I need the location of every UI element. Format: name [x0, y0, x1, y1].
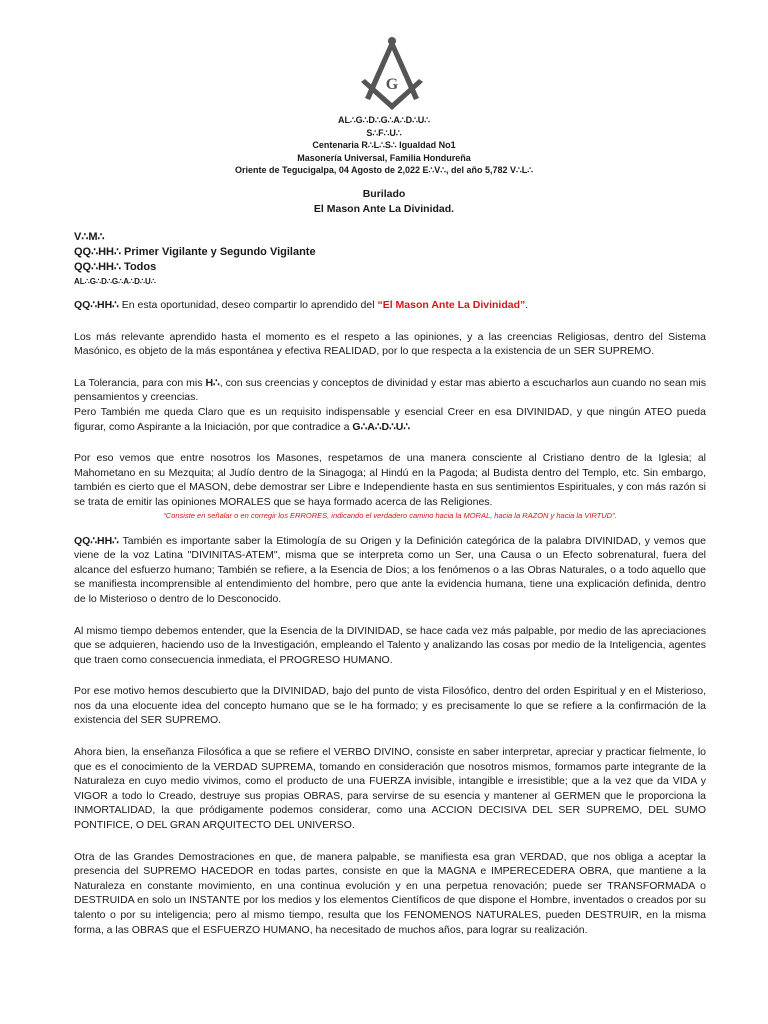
- header-line-5: Oriente de Tegucigalpa, 04 Agosto de 2,022 E∴V∴, del año 5,782 V∴L∴: [235, 165, 533, 175]
- paragraph-4: Por eso vemos que entre nosotros los Masones, respetamos de una manera consciente al Cristiano dentro de la Iglesia; al Mahometano en su Mezquita; al Judío dentro de la Sinagoga; al Hindú en la Pagoda; al Budista dentro del Templo, etc. Sin embargo, también es cierto que el MASON, debe demostrar ser Libre e Independiente hasta en sus sentimientos Espirituales, y con más razón si se trata de emitir las opiniones MORALES que se haya formado acerca de las Religiones.: [74, 452, 706, 508]
- paragraph-3-bold-a: H∴: [205, 376, 220, 389]
- paragraph-5-text: También es importante saber la Etimología de su Origen y la Definición categórica de la palabra DIVINIDAD, y vemos que viene de la voz Latina "DIVINITAS-ATEM", misma que se interpreta como un Ser, una Causa o un Efecto sobrenatural, fuera del alcance del esfuerzo humano; También se refiere, a la Esencia de Dios; a los fenómenos o a las Obras Naturales, o a todo aquello que se manifiesta incomprensible al entendimiento del hombre, pero que ante la evidencia humana, tiene una explicación definida, dentro de lo Misterioso o dentro de lo Desconocido.: [74, 534, 706, 605]
- paragraph-1-text: En esta oportunidad, deseo compartir lo aprendido del: [118, 299, 378, 311]
- greeting-line-3: QQ∴HH∴ Todos: [74, 261, 157, 273]
- paragraph-1-suffix: .: [525, 299, 529, 311]
- document-header: [0, 114, 768, 177]
- paragraph-1-prefix: QQ∴HH∴: [74, 299, 119, 311]
- header-line-2: S∴F∴U∴: [366, 127, 402, 138]
- greeting-line-4: AL∴G∴D∴G∴A∴D∴U∴: [74, 277, 156, 286]
- title-line-1: Burilado: [362, 188, 406, 200]
- paragraph-3-text-a: La Tolerancia, para con mis: [74, 376, 206, 389]
- paragraph-5: [74, 534, 706, 607]
- header-line-3: Centenaria R∴L∴S∴ Igualdad No1: [312, 140, 456, 150]
- paragraph-5-prefix: QQ∴HH∴: [74, 534, 119, 547]
- paragraph-2: Los más relevante aprendido hasta el momento es el respeto a las opiniones, y a las creencias Religiosas, dentro del Sistema Masónico, es objeto de la más espontánea y efectiva REALIDAD, por lo que respecta a la existencia de un SER SUPREMO.: [74, 330, 706, 358]
- document-body: [74, 298, 706, 954]
- document-title: [0, 187, 768, 217]
- greeting-block: [74, 230, 316, 289]
- paragraph-3-bold-c: G∴A∴D∴U∴: [352, 420, 411, 433]
- paragraph-1: [74, 298, 706, 313]
- title-line-2: El Mason Ante La Divinidad.: [313, 203, 455, 215]
- paragraph-6: Al mismo tiempo debemos entender, que la Esencia de la DIVINIDAD, se hace cada vez más palpable, por medio de las apreciaciones que se adquieren, haciendo uso de la Investigación, empleando el Talento y analizando las cosas por medio de la Inteligencia, agentes que traen como consecuencia inmediata, el PROGRESO HUMANO.: [74, 624, 706, 666]
- paragraph-3-text-c: Pero También me queda Claro que es un requisito indispensable y esencial Creer en esa DIVINIDAD, y que ningún ATEO pueda figurar, como Aspirante a la Iniciación, por que contradice a: [74, 405, 706, 433]
- paragraph-1-highlight: “El Mason Ante La Divinidad”: [377, 299, 526, 311]
- header-line-4: Masonería Universal, Familia Hondureña: [297, 152, 471, 163]
- paragraph-8: Ahora bien, la enseñanza Filosófica a que se refiere el VERBO DIVINO, consiste en saber interpretar, apreciar y practicar fielmente, lo que es el conocimiento de la VERDAD SUPREMA, tomando en consideración que nosotros mismos, formamos parte integrante de la Naturaleza en cuyo medio vivimos, como el producto de una FUERZA invisible, intangible e irresistible; que a la vez que da VIDA y VIGOR a todo lo Creado, destruye sus propias OBRAS, para servirse de su esencia y mantener al GERMEN que le proporciona la INMORTALIDAD, la que pródigamente podemos considerar, como una ACCION DECISIVA DEL SER SUPREMO, DEL SUMO PONTIFICE, O DEL GRAN ARQUITECTO DEL UNIVERSO.: [74, 746, 706, 832]
- paragraph-7: Por ese motivo hemos descubierto que la DIVINIDAD, bajo del punto de vista Filosófico, dentro del orden Espiritual y en el Misterioso, nos da una elocuente idea del concepto humano que se le ha formado; y es precisamente lo que se refiere a la confirmación de la existencia del SER SUPREMO.: [74, 685, 706, 727]
- paragraph-9: Otra de las Grandes Demostraciones en que, de manera palpable, se manifiesta esa gran VERDAD, que nos obliga a aceptar la presencia del SUPREMO HACEDOR en todas partes, consiste en que la MAGNA e IMPERECEDERA OBRA, que mantiene a la Naturaleza en constante movimiento, en una continua evolución y en una perpetua renovación; puede ser TRANSFORMADA o DESTRUIDA en solo un INSTANTE por los medios y los elementos Científicos de que dispone el Hombre, inventados o creados por su talento o por su inteligencia; pero al mismo tiempo, resulta que los FENOMENOS NATURALES, pueden DESTRUIR, en la misma forma, a las OBRAS que el ESFUERZO HUMANO, ha necesitado de muchos años, para lograr su realización.: [74, 850, 706, 936]
- logo-letter: G: [385, 76, 399, 93]
- paragraph-3: [74, 376, 706, 434]
- greeting-line-1: V∴M∴: [74, 231, 105, 243]
- paragraph-3-text-b: , con sus creencias y conceptos de divinidad y estar mas abierto a escucharlos aun cuando no sean mis pensamientos y creencias.: [74, 376, 706, 404]
- square-compass-g-icon: [357, 36, 427, 112]
- greeting-line-2: QQ∴HH∴ Primer Vigilante y Segundo Vigilante: [74, 246, 316, 258]
- header-line-1: AL∴G∴D∴G∴A∴D∴U∴: [337, 115, 431, 125]
- red-quote: “Consiste en señalar o en corregir los ERRORES, indicando el verdadero camino hacia la MORAL, hacia la RAZON y hacia la VIRTUD”.: [163, 510, 617, 520]
